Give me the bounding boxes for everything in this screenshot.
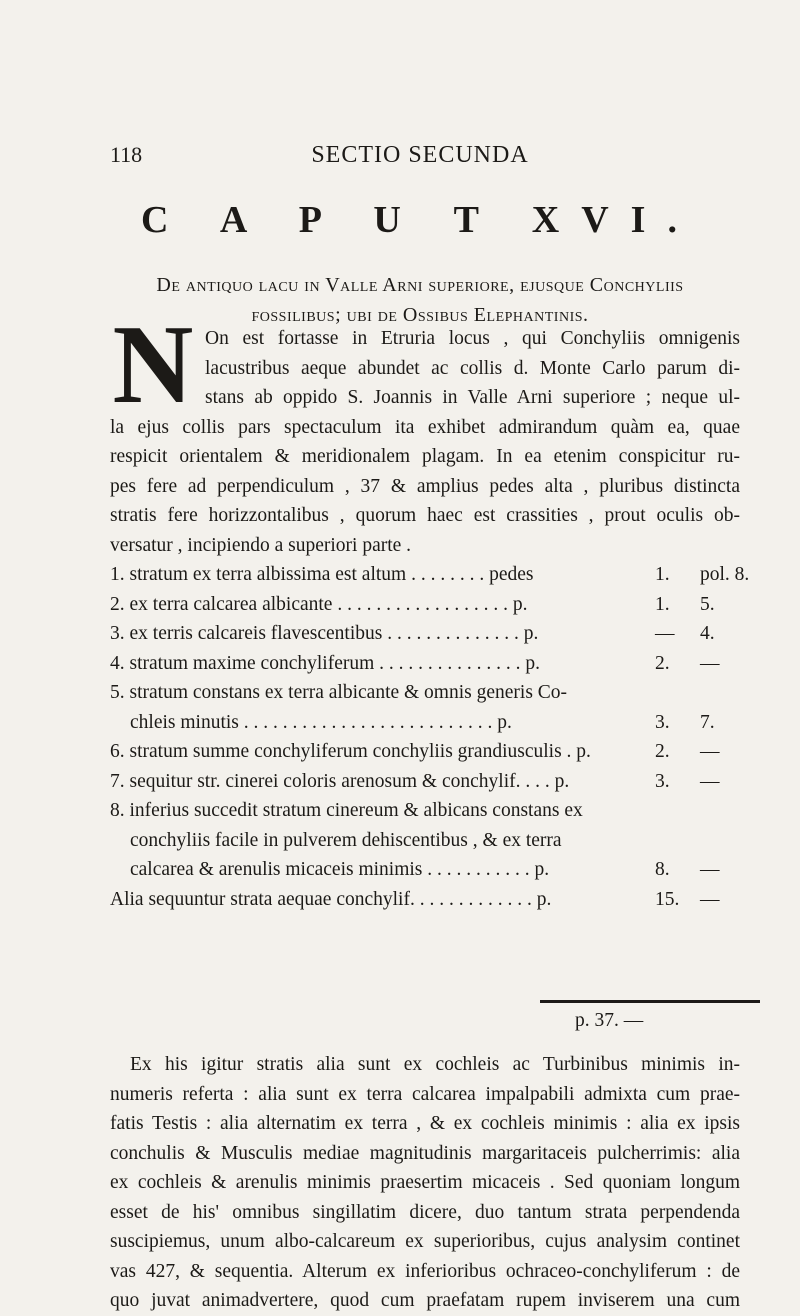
strata-row — [110, 678, 740, 708]
strata-value-major: 1. — [655, 593, 670, 615]
text-line: esset de his' omnibus singillatim dicere, duo tantum strata perpendenda — [110, 1201, 740, 1223]
strata-value-major: 3. — [655, 770, 670, 792]
strata-label: calcarea & arenulis micaceis minimis . . . . . . . . . . . p. — [130, 859, 550, 880]
text-line: ex cochleis & arenulis minimis praesertim micaceis . Sed quoniam longum — [110, 1172, 740, 1193]
strata-label: 2. ex terra calcarea albicante . . . . . . . . . . . . . . . . . . p. — [110, 593, 528, 615]
chapter-subtitle — [110, 270, 730, 330]
strata-label: 5. stratum constans ex terra albicante & omnis generis Co- — [110, 682, 568, 703]
strata-table — [110, 560, 750, 914]
strata-value-major: 1. — [655, 564, 670, 585]
strata-label: 3. ex terris calcareis flavescentibus . . . . . . . . . . . . . . p. — [110, 623, 539, 644]
page-header — [110, 142, 730, 174]
text-line: On est fortasse in Etruria locus , qui Conchyliis omnigenis — [205, 328, 740, 349]
strata-row — [110, 619, 740, 649]
strata-value-minor: 5. — [700, 593, 715, 615]
subtitle-line: De antiquo lacu in Valle Arni superiore, ejusque Conchyliis — [156, 274, 684, 296]
text-line: stratis fere horizzontalibus , quorum haec est crassities , prout oculis ob- — [110, 505, 740, 526]
text-line: suscipiemus, unum albo-calcareum ex superioribus, cujus analysim continet — [110, 1231, 740, 1252]
strata-value-major: — — [655, 623, 675, 644]
strata-row — [110, 767, 740, 797]
text-line: lacustribus aeque abundet ac collis d. Monte Carlo parum di- — [205, 357, 740, 379]
sum-rule — [540, 1000, 760, 1003]
strata-value-minor: — — [700, 741, 720, 762]
strata-label: conchyliis facile in pulverem dehiscentibus , & ex terra — [130, 829, 562, 851]
strata-label: 6. stratum summe conchyliferum conchyliis grandiusculis . p. — [110, 741, 591, 762]
strata-value-minor: 7. — [700, 711, 715, 733]
strata-value-minor: — — [700, 859, 720, 880]
strata-row — [110, 885, 740, 915]
strata-label: 4. stratum maxime conchyliferum . . . . . . . . . . . . . . . p. — [110, 652, 541, 674]
strata-value-minor: — — [700, 888, 720, 910]
text-line: numeris referta : alia sunt ex terra calcarea impalpabili admixta cum prae- — [110, 1083, 740, 1105]
text-line: quo juvat animadvertere, quod cum praefatam rupem inviserem una cum — [110, 1290, 740, 1311]
total-thickness: p. 37. — — [575, 1010, 644, 1031]
text-line: conchulis & Musculis mediae magnitudinis margaritaceis pulcherrimis: alia — [110, 1142, 740, 1164]
strata-row — [110, 708, 740, 738]
strata-row — [110, 826, 740, 856]
strata-row — [110, 796, 740, 826]
strata-value-minor: — — [700, 770, 720, 792]
text-line: versatur , incipiendo a superiori parte . — [110, 534, 412, 556]
text-line: Ex his igitur stratis alia sunt ex cochleis ac Turbinibus minimis in- — [130, 1054, 740, 1075]
text-line: respicit orientalem & meridionalem plagam. In ea etenim conspicitur ru- — [110, 446, 740, 467]
strata-row — [110, 590, 740, 620]
strata-value-major: 8. — [655, 859, 670, 880]
strata-value-minor: pol. 8. — [700, 564, 750, 585]
text-line: vas 427, & sequentia. Alterum ex inferioribus ochraceo-conchyliferum : de — [110, 1260, 740, 1282]
strata-value-major: 15. — [655, 888, 680, 910]
subtitle-line: fossilibus; ubi de Ossibus Elephantinis. — [251, 304, 589, 326]
strata-value-major: 2. — [655, 741, 670, 762]
text-line: fatis Testis : alia alternatim ex terra , & ex cochleis minimis : alia ex ipsis — [110, 1113, 740, 1134]
strata-row — [110, 649, 740, 679]
running-head: SECTIO SECUNDA — [311, 142, 529, 168]
strata-label: 1. stratum ex terra albissima est altum . . . . . . . . pedes — [110, 564, 534, 585]
text-line: pes fere ad perpendiculum , 37 & amplius pedes alta , pluribus distincta — [110, 475, 740, 497]
text-line: stans ab oppido S. Joannis in Valle Arni superiore ; neque ul- — [205, 387, 740, 408]
strata-label: chleis minutis . . . . . . . . . . . . . . . . . . . . . . . . . . p. — [130, 711, 512, 733]
text-line: la ejus collis pars spectaculum ita exhibet admirandum quàm ea, quae — [110, 416, 740, 438]
main-paragraph — [110, 1050, 740, 1316]
strata-row — [110, 560, 750, 590]
strata-value-major: 3. — [655, 711, 670, 733]
strata-label: 8. inferius succedit stratum cinereum & albicans constans ex — [110, 800, 583, 821]
drop-cap: N — [112, 303, 194, 427]
strata-value-minor: — — [700, 652, 720, 674]
page-number: 118 — [110, 142, 143, 167]
strata-label: Alia sequuntur strata aequae conchylif. . . . . . . . . . . . . p. — [110, 888, 552, 910]
strata-label: 7. sequitur str. cinerei coloris arenosum & conchylif. . . . p. — [110, 770, 570, 792]
chapter-title: C A P U T XVI. — [141, 199, 699, 241]
strata-row — [110, 855, 740, 885]
strata-value-major: 2. — [655, 652, 670, 674]
strata-row — [110, 737, 740, 767]
strata-value-minor: 4. — [700, 623, 715, 644]
